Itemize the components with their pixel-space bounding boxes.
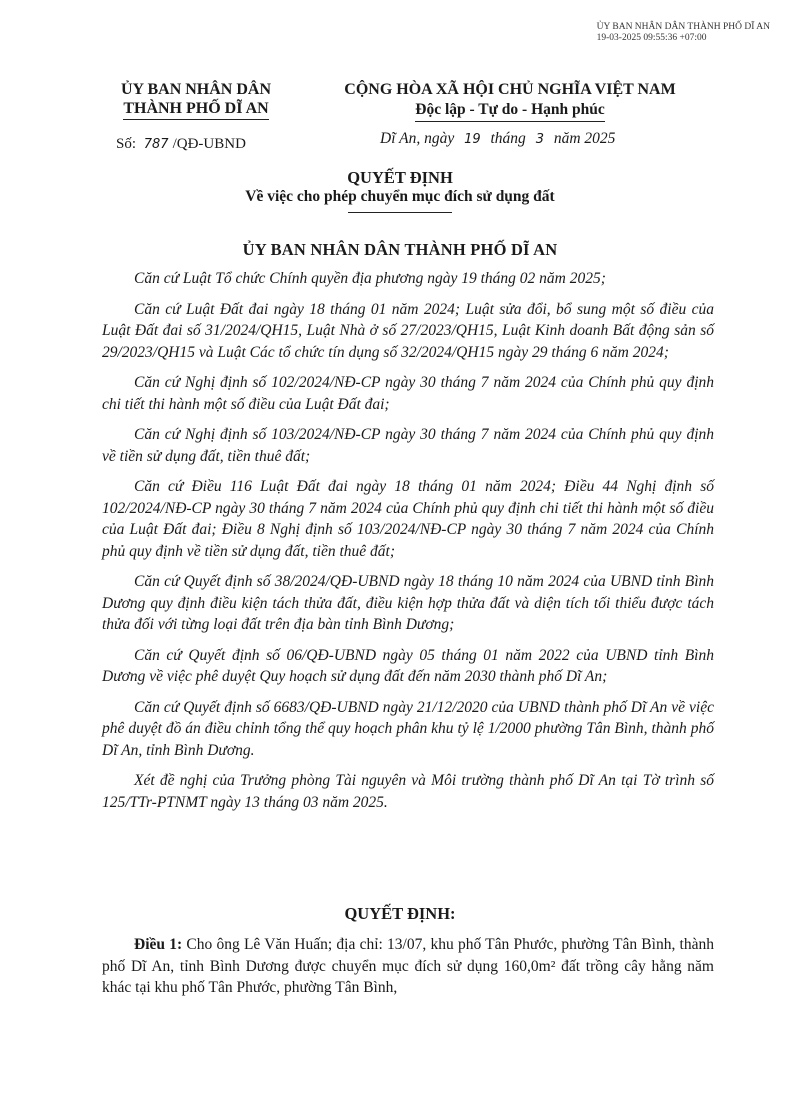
date-year: năm 2025: [553, 130, 616, 147]
stamp-issuer: ỦY BAN NHÂN DÂN THÀNH PHỐ DĨ AN: [596, 22, 770, 32]
legal-basis-paragraph: Căn cứ Quyết định số 06/QĐ-UBND ngày 05 tháng 01 năm 2022 của UBND tỉnh Bình Dương về việc phê duyệt Quy hoạch sử dụng đất đến năm 2030 thành phố Dĩ An;: [102, 646, 714, 685]
document-subject: Về việc cho phép chuyển mục đích sử dụng đất: [245, 188, 555, 205]
decides-heading: QUYẾT ĐỊNH:: [344, 904, 456, 923]
legal-basis-paragraph: Căn cứ Điều 116 Luật Đất đai ngày 18 tháng 01 năm 2024; Điều 44 Nghị định số 102/2024/NĐ-CP ngày 30 tháng 7 năm 2024 của Chính phủ quy định chi tiết thi hành một số điều của Luật Đất đai; Điều 8 Nghị định số 103/2024/NĐ-CP ngày 30 tháng 7 năm 2024 của Chính phủ quy định về tiền sử dụng đất, tiền thuê đất;: [102, 478, 714, 560]
legal-basis-paragraph: Căn cứ Luật Tổ chức Chính quyền địa phương ngày 19 tháng 02 năm 2025;: [134, 270, 606, 287]
legal-bases-section: [102, 268, 714, 822]
legal-basis-paragraph: Căn cứ Quyết định số 6683/QĐ-UBND ngày 21/12/2020 của UBND thành phố Dĩ An về việc phê duyệt đồ án điều chỉnh tổng thể quy hoạch phân khu tỷ lệ 1/2000 phường Tân Bình, thành phố Dĩ An, tỉnh Bình Dương.: [102, 698, 714, 759]
date-prefix: Dĩ An, ngày: [380, 130, 455, 147]
article-1-text: Cho ông Lê Văn Huấn; địa chỉ: 13/07, khu phố Tân Phước, phường Tân Bình, thành phố Dĩ An, tỉnh Bình Dương được chuyển mục đích sử dụng 160,0m² đất trồng cây hằng năm khác tại khu phố Tân Phước, phường Tân Bình,: [102, 936, 714, 996]
date-month-label: tháng: [490, 130, 526, 147]
place-and-date: [380, 130, 615, 148]
issuing-agency-header: [96, 80, 296, 120]
agency-line-1: ỦY BAN NHÂN DÂN: [120, 81, 272, 98]
legal-basis-paragraph: Căn cứ Luật Đất đai ngày 18 tháng 01 năm 2024; Luật sửa đổi, bổ sung một số điều của Luật Đất đai số 31/2024/QH15, Luật Nhà ở số 27/2023/QH15, Luật Kinh doanh Bất động sản số 29/2023/QH15 và Luật Các tổ chức tín dụng số 32/2024/QH15 ngày 29 tháng 6 năm 2024;: [102, 300, 714, 361]
document-number: [116, 136, 246, 153]
digital-signature-stamp: [597, 22, 770, 44]
doc-number-prefix: Số:: [116, 136, 137, 152]
issuing-authority: ỦY BAN NHÂN DÂN THÀNH PHỐ DĨ AN: [242, 240, 558, 259]
country-name: CỘNG HÒA XÃ HỘI CHỦ NGHĨA VIỆT NAM: [344, 81, 676, 98]
date-day: 19: [464, 132, 481, 147]
date-month: 3: [535, 132, 544, 147]
legal-basis-paragraph: Căn cứ Quyết định số 38/2024/QĐ-UBND ngày 18 tháng 10 năm 2024 của UBND tỉnh Bình Dương quy định điều kiện tách thửa đất, điều kiện hợp thửa đất và diện tích tối thiểu được tách thửa đối với từng loại đất trên địa bàn tỉnh Bình Dương;: [102, 573, 714, 633]
subject-underline: [348, 212, 452, 213]
article-1-label: Điều 1:: [134, 936, 183, 953]
legal-basis-paragraph: Căn cứ Nghị định số 103/2024/NĐ-CP ngày 30 tháng 7 năm 2024 của Chính phủ quy định về tiền sử dụng đất, tiền thuê đất;: [102, 426, 714, 465]
legal-basis-paragraph: Căn cứ Nghị định số 102/2024/NĐ-CP ngày 30 tháng 7 năm 2024 của Chính phủ quy định chi tiết thi hành một số điều của Luật Đất đai;: [102, 374, 714, 413]
legal-basis-paragraph: Xét đề nghị của Trưởng phòng Tài nguyên và Môi trường thành phố Dĩ An tại Tờ trình số 125/TTr-PTNMT ngày 13 tháng 03 năm 2025.: [102, 772, 714, 811]
stamp-timestamp: 19-03-2025 09:55:36 +07:00: [596, 33, 707, 43]
doc-number-value: 787: [143, 137, 169, 152]
national-motto: Độc lập - Tự do - Hạnh phúc: [415, 100, 604, 122]
document-type-title: QUYẾT ĐỊNH: [347, 168, 453, 187]
agency-line-2: THÀNH PHỐ DĨ AN: [123, 99, 268, 120]
article-1: [102, 934, 714, 999]
doc-number-suffix: /QĐ-UBND: [172, 136, 246, 152]
national-title-header: [300, 80, 720, 122]
